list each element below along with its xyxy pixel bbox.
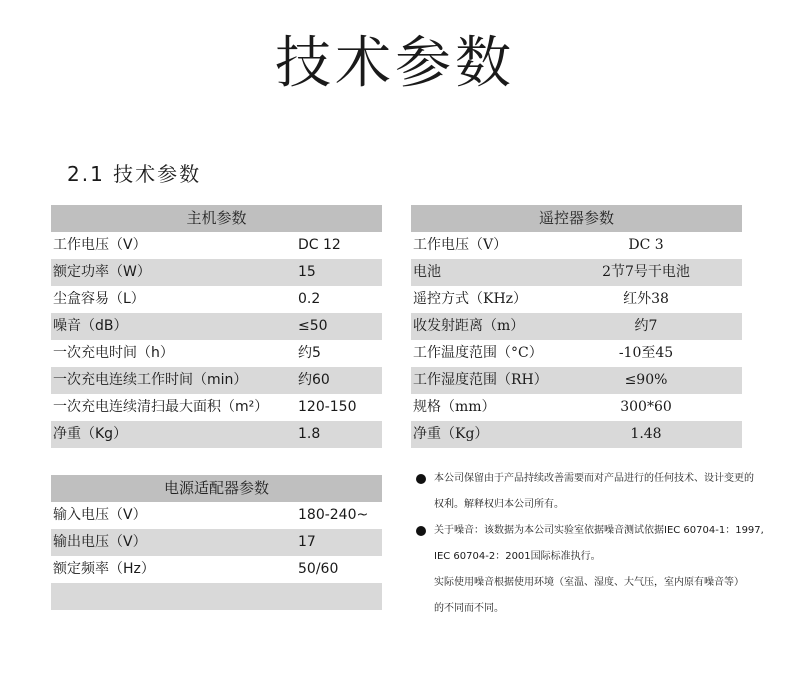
table-row-empty (51, 583, 382, 610)
row-value: DC 12 (298, 237, 341, 253)
row-label: 一次充电连续工作时间（min） (53, 372, 248, 388)
row-value: 1.8 (298, 426, 321, 442)
row-value: 约5 (298, 345, 321, 361)
section-title: 2.1 技术参数 (67, 162, 202, 186)
row-value: ≤90% (624, 372, 668, 388)
table-row (51, 421, 382, 448)
row-label: 收发射距离（m） (413, 318, 525, 334)
note-item (416, 466, 756, 518)
table-row (51, 232, 382, 259)
row-label: 遥控方式（KHz） (413, 291, 528, 307)
table-row (51, 286, 382, 313)
row-value: 300*60 (620, 399, 672, 415)
note-line: 关于噪音：该数据为本公司实验室依据噪音测试依据IEC 60704-1：1997, (434, 525, 764, 536)
table-row (51, 556, 382, 583)
main-params-table (51, 205, 382, 448)
row-value: 1.48 (630, 426, 662, 442)
table-row (411, 340, 742, 367)
note-line: IEC 60704-2：2001国际标准执行。 (434, 551, 601, 562)
row-label: 净重（Kg） (53, 426, 128, 442)
row-label: 噪音（dB） (53, 318, 128, 334)
row-label: 工作电压（V） (53, 237, 147, 253)
note-line: 权利。解释权归本公司所有。 (434, 499, 564, 510)
note-line: 实际使用噪音根据使用环境（室温、湿度、大气压，室内原有噪音等） (434, 577, 744, 588)
page-title: 技术参数 (275, 31, 515, 96)
bullet-icon (416, 474, 426, 484)
note-line: 本公司保留由于产品持续改善需要而对产品进行的任何技术、设计变更的 (434, 473, 754, 484)
row-value: -10至45 (618, 345, 674, 361)
row-value: 约60 (298, 372, 330, 388)
notes (416, 466, 764, 622)
remote-params-header: 遥控器参数 (411, 205, 742, 232)
main-params-header: 主机参数 (51, 205, 382, 232)
note-line: 的不同而不同。 (434, 603, 504, 614)
bullet-icon (416, 526, 426, 536)
row-value: 约7 (634, 318, 658, 334)
table-row (411, 367, 742, 394)
row-label: 额定功率（W） (53, 264, 151, 280)
row-value: 50/60 (298, 561, 339, 577)
row-label: 一次充电连续清扫最大面积（m²） (53, 399, 269, 415)
row-label: 输入电压（V） (53, 507, 147, 523)
row-value: 红外38 (623, 291, 669, 307)
table-row (51, 259, 382, 286)
table-row (411, 286, 742, 313)
table-row (51, 340, 382, 367)
row-value: 15 (298, 264, 316, 280)
table-row (51, 502, 382, 529)
table-row (51, 367, 382, 394)
table-row (411, 259, 742, 286)
table-row (411, 232, 742, 259)
row-label: 一次充电时间（h） (53, 345, 174, 361)
row-label: 额定频率（Hz） (53, 561, 155, 577)
table-row (51, 313, 382, 340)
remote-params-table (411, 205, 742, 448)
row-value: DC 3 (628, 237, 664, 253)
row-value: 120-150 (298, 399, 357, 415)
adapter-params-header: 电源适配器参数 (51, 475, 382, 502)
row-label: 工作湿度范围（RH） (413, 372, 548, 388)
row-value: 0.2 (298, 291, 321, 307)
table-row (411, 394, 742, 421)
row-value: 17 (298, 534, 316, 550)
note-item (416, 518, 764, 622)
table-row (51, 394, 382, 421)
row-value: 2节7号干电池 (602, 264, 690, 280)
row-label: 电池 (413, 264, 441, 280)
table-row (411, 421, 742, 448)
row-label: 工作温度范围（°C） (413, 345, 543, 361)
table-row (51, 529, 382, 556)
row-label: 工作电压（V） (413, 237, 508, 253)
adapter-params-table (51, 475, 382, 610)
row-value: ≤50 (298, 318, 328, 334)
row-label: 规格（mm） (413, 399, 496, 415)
table-row (411, 313, 742, 340)
row-label: 输出电压（V） (53, 534, 147, 550)
row-label: 净重（Kg） (413, 426, 489, 442)
row-label: 尘盒容易（L） (53, 291, 145, 307)
row-value: 180-240~ (298, 507, 369, 523)
